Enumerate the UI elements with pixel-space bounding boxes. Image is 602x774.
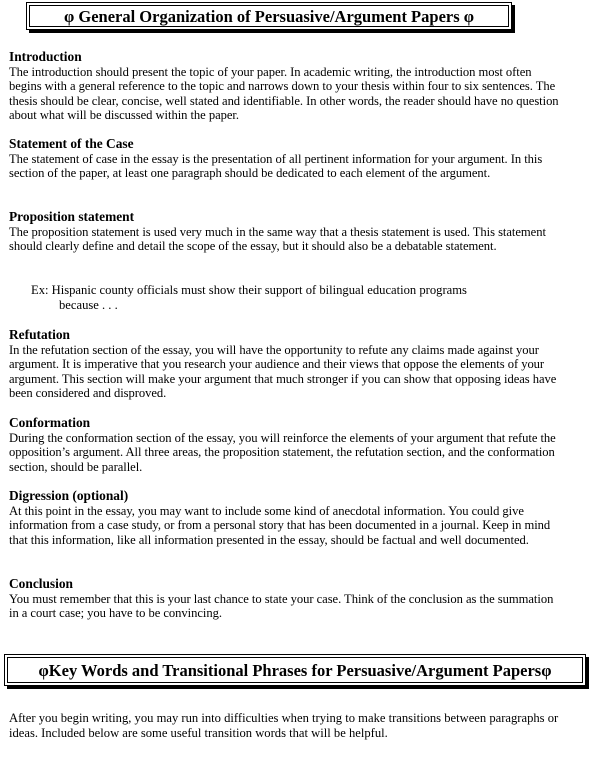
transitions-intro-text: After you begin writing, you may run into difficulties when trying to make transitions between paragraphs or ideas. Included below are some useful transition words that will be helpful. — [9, 711, 559, 740]
section-heading: Refutation — [9, 327, 70, 342]
section-body: The statement of case in the essay is the presentation of all pertinent information for your argument. In this section of the paper, at least one paragraph should be dedicated to each element of the argument. — [9, 151, 543, 181]
title-symbol-right: φ — [463, 7, 475, 26]
section-body: The introduction should present the topic of your paper. In academic writing, the introduction most often begins with a general reference to the topic and narrows down to your thesis within four to six sentences. The thesis should be clear, concise, well stated and identifiable. In other words, the reader should have no question about what will be discussed within the paper. — [9, 64, 559, 123]
example-block — [31, 283, 551, 312]
section-body: The proposition statement is used very much in the same way that a thesis statement is used. This statement should clearly define and detail the scope of the essay, but it should also be a debatable statement. — [9, 224, 546, 254]
section-body: In the refutation section of the essay, you will have the opportunity to refute any claims made against your argument. It is imperative that you research your audience and their views that oppose the elements of your argument. This section will make your argument that much stronger if you can show that opposing ideas have been considered and disproved. — [9, 342, 557, 401]
section-refutation — [9, 328, 559, 401]
section-proposition-statement — [9, 210, 559, 254]
section-digression — [9, 489, 559, 547]
section-conclusion — [9, 577, 559, 621]
section-heading: Conclusion — [9, 576, 73, 591]
section-conformation — [9, 416, 559, 474]
section-heading: Statement of the Case — [9, 136, 134, 151]
section-heading: Digression (optional) — [9, 488, 129, 503]
section-statement-of-case — [9, 137, 559, 181]
section-heading: Conformation — [9, 415, 91, 430]
section-body: You must remember that this is your last chance to state your case. Think of the conclusion as the summation in a court case; you have to be convincing. — [9, 591, 554, 621]
example-line: because . . . — [59, 297, 118, 312]
section-body: During the conformation section of the essay, you will reinforce the elements of your argument that refute the opposition’s argument. All three areas, the proposition statement, the refutation section, and the conformation section, should be parallel. — [9, 430, 556, 474]
section-introduction — [9, 50, 559, 123]
document-title-banner — [26, 2, 512, 30]
banner-symbol-left: φ — [38, 661, 49, 680]
title-symbol-left: φ — [63, 7, 75, 26]
transitions-title: Key Words and Transitional Phrases for Persuasive/Argument Papers — [48, 661, 542, 680]
example-line: Ex: Hispanic county officials must show their support of bilingual education programs — [31, 283, 467, 297]
section-heading: Proposition statement — [9, 209, 135, 224]
transitions-banner — [4, 654, 586, 686]
section-heading: Introduction — [9, 49, 82, 64]
section-body: At this point in the essay, you may want to include some kind of anecdotal information. You could give information from a case study, or from a personal story that has been documented in a journal. Keep in mind that this information, like all information presented in the essay, should be factual and well documented. — [9, 503, 551, 547]
document-title: General Organization of Persuasive/Argument Papers — [74, 7, 464, 26]
banner-symbol-right: φ — [541, 661, 552, 680]
